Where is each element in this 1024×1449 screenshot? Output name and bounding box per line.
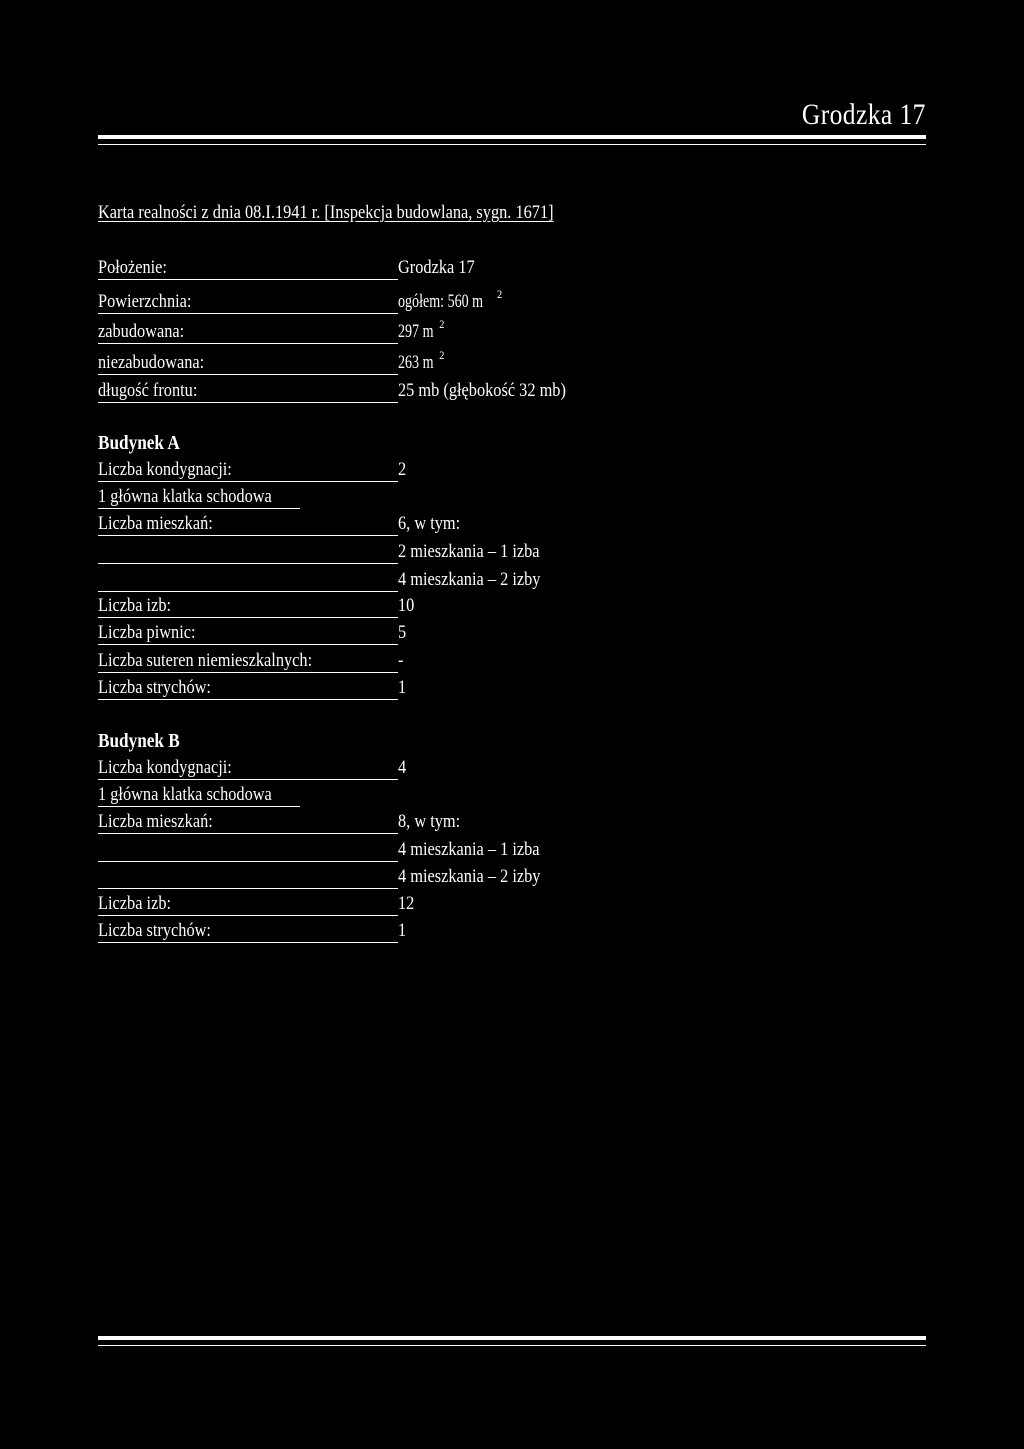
- building-a-floors-row: Liczba kondygnacji: 2: [98, 459, 407, 480]
- plot-frontage-row: [98, 378, 698, 404]
- building-a-heading: Budynek A: [98, 432, 180, 454]
- building-a-flats-row: Liczba mieszkań: 6, w tym:: [98, 513, 461, 534]
- field-label: długość frontu:: [98, 380, 198, 401]
- building-b-flats-detail-1: 4 mieszkania – 1 izba: [98, 837, 698, 863]
- field-label: Położenie:: [98, 257, 167, 278]
- building-b-rooms-row: Liczba izb: 12: [98, 893, 415, 914]
- building-b-staircase: 1 główna klatka schodowa: [98, 782, 300, 807]
- building-b-flats-row: Liczba mieszkań: 8, w tym:: [98, 811, 461, 832]
- plot-built-row: [98, 319, 698, 345]
- plot-location-row: [98, 255, 698, 281]
- building-a-rooms-row: Liczba izb: 10: [98, 595, 415, 616]
- field-value: 263 m $^2$: [398, 348, 445, 373]
- field-value: 25 mb (głębokość 32 mb): [398, 380, 566, 401]
- footer-rule-thick: [98, 1336, 926, 1340]
- building-a-flats-detail-1: 2 mieszkania – 1 izba: [98, 539, 698, 565]
- plot-area-row: [98, 289, 698, 315]
- header-rule-thin: [98, 144, 926, 145]
- building-a-cellars-row: Liczba piwnic: 5: [98, 622, 407, 643]
- building-a-staircase: 1 główna klatka schodowa: [98, 484, 300, 509]
- building-b-flats-detail-2: 4 mieszkania – 2 izby: [98, 864, 698, 890]
- field-label: niezabudowana:: [98, 352, 205, 373]
- building-b-floors-row: Liczba kondygnacji: 4: [98, 757, 407, 778]
- field-value: 297 m $^2$: [398, 317, 445, 342]
- building-b-attics-row: Liczba strychów: 1: [98, 920, 407, 941]
- plot-unbuilt-row: [98, 350, 698, 376]
- header-rule-thick: [98, 135, 926, 139]
- building-a-flats-detail-2: 4 mieszkania – 2 izby: [98, 567, 698, 593]
- field-label: Powierzchnia:: [98, 291, 192, 312]
- field-label: zabudowana:: [98, 321, 185, 342]
- source-line: Karta realności z dnia 08.I.1941 r. [Inspekcja budowlana, sygn. 1671]: [98, 202, 554, 223]
- building-a-basements-row: Liczba suteren niemieszkalnych: -: [98, 650, 404, 671]
- building-a-attics-row: Liczba strychów: 1: [98, 677, 407, 698]
- page-title: Grodzka 17: [802, 98, 926, 131]
- building-b-heading: Budynek B: [98, 730, 180, 752]
- field-value: Grodzka 17: [398, 257, 475, 278]
- field-value: ogółem: 560 m $^2$: [398, 287, 503, 312]
- footer-rule-thin: [98, 1345, 926, 1346]
